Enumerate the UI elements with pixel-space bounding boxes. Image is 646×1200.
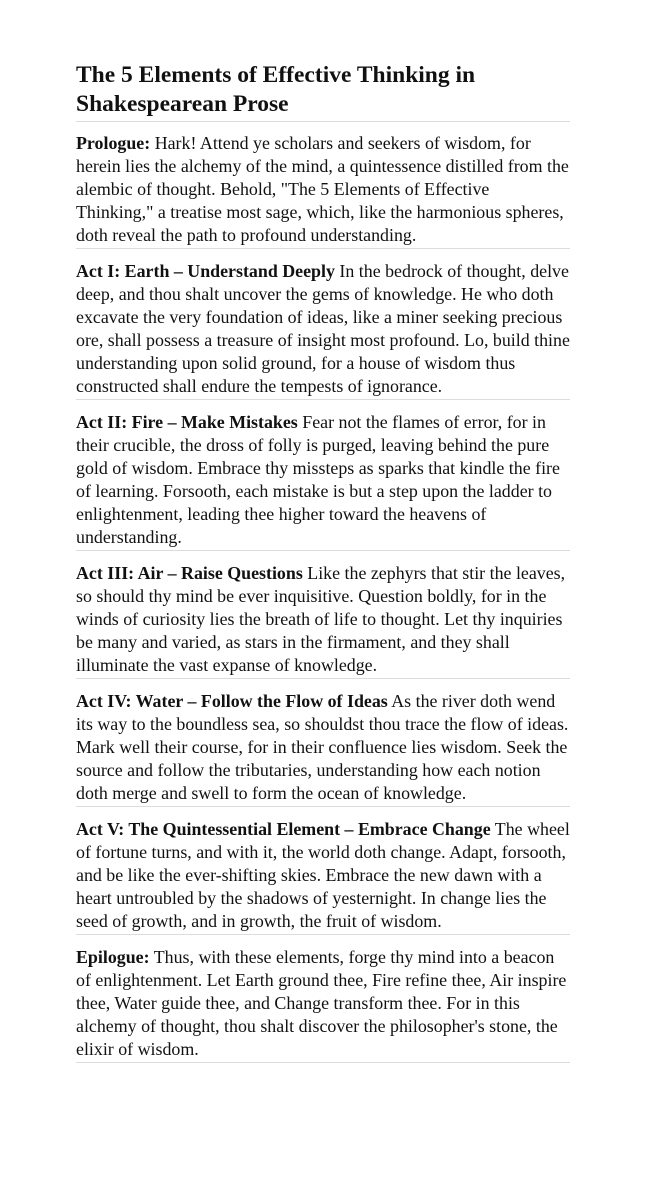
section-prologue: [76, 121, 570, 249]
section-text: The wheel of fortune turns, and with it, the world doth change. Adapt, forsooth, and be like the ever-shifting skies. Embrace the new dawn with a heart untroubled by the shadows of yesternight. In change lies the seed of growth, and in growth, the fruit of wisdom.: [76, 819, 570, 931]
section-text: Like the zephyrs that stir the leaves, so should thy mind be ever inquisitive. Question boldly, for in the winds of curiosity lies the breath of life to thought. Let thy inquiries be many and varied, as stars in the firmament, and they shall illuminate the vast expanse of knowledge.: [76, 563, 566, 675]
section-text: Hark! Attend ye scholars and seekers of wisdom, for herein lies the alchemy of the mind, a quintessence distilled from the alembic of thought. Behold, "The 5 Elements of Effective Thinking," a treatise most sage, which, like the harmonious spheres, doth reveal the path to profound understanding.: [76, 133, 569, 245]
section-heading: Act II: Fire – Make Mistakes: [76, 412, 298, 432]
section-act-3: [76, 551, 570, 679]
section-heading: Prologue:: [76, 133, 151, 153]
section-text: In the bedrock of thought, delve deep, and thou shalt uncover the gems of knowledge. He who doth excavate the very foundation of ideas, like a miner seeking precious ore, shall possess a treasure of insight most profound. Lo, build thine understanding upon solid ground, for a house of wisdom thus constructed shall endure the tempests of ignorance.: [76, 261, 570, 396]
document-title: The 5 Elements of Effective Thinking in Shakespearean Prose: [76, 62, 476, 117]
section-act-5: [76, 807, 570, 935]
section-heading: Epilogue:: [76, 947, 150, 967]
section-epilogue: [76, 935, 570, 1063]
section-heading: Act V: The Quintessential Element – Embrace Change: [76, 819, 491, 839]
section-text: Thus, with these elements, forge thy mind into a beacon of enlightenment. Let Earth ground thee, Fire refine thee, Air inspire thee, Water guide thee, and Change transform thee. For in this alchemy of thought, thou shalt discover the philosopher's stone, the elixir of wisdom.: [76, 947, 567, 1059]
section-act-1: [76, 249, 570, 400]
section-act-4: [76, 679, 570, 807]
section-act-2: [76, 400, 570, 551]
section-text: Fear not the flames of error, for in their crucible, the dross of folly is purged, leaving behind the pure gold of wisdom. Embrace thy missteps as sparks that kindle the fire of learning. Forsooth, each mistake is but a step upon the ladder to enlightenment, leading thee higher toward the heavens of understanding.: [76, 412, 560, 547]
section-text: As the river doth wend its way to the boundless sea, so shouldst thou trace the flow of ideas. Mark well their course, for in their confluence lies wisdom. Seek the source and follow the tributaries, understanding how each notion doth merge and swell to form the ocean of knowledge.: [76, 691, 569, 803]
section-heading: Act IV: Water – Follow the Flow of Ideas: [76, 691, 388, 711]
section-heading: Act I: Earth – Understand Deeply: [76, 261, 335, 281]
section-heading: Act III: Air – Raise Questions: [76, 563, 303, 583]
